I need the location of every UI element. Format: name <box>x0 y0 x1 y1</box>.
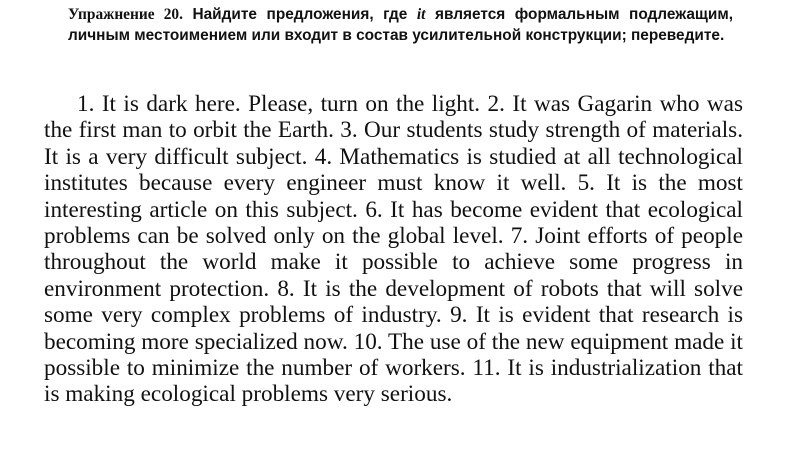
exercise-sentences: 1. It is dark here. Please, turn on the light. 2. It was Gagarin who was the first man to orbit the Earth. 3. Our students study strength of materials. It is a very difficult subject. 4. Mathematics is studied at all technological institutes because every engineer must know it well. 5. It is the most interesting article on this subject. 6. It has become evident that ecological problems can be solved only on the global level. 7. Joint efforts of people throughout the world make it possible to achieve some progress in environment protection. 8. It is the development of robots that will solve some very complex problems of industry. 9. It is evident that research is becoming more specialized now. 10. The use of the new equipment made it possible to minimize the number of workers. 11. It is industrialization that is making ecological problems very serious. <box>44 91 743 408</box>
instruction-text-before: Найдите предложения, где <box>182 6 417 23</box>
exercise-instruction <box>68 5 733 46</box>
instruction-emphasis: it <box>416 6 426 23</box>
instruction-text-after: является формальным подлежащим, личным местоимением или входит в состав усилительной конструкции; переведите. <box>68 6 733 44</box>
exercise-label: Упражнение 20. <box>68 6 183 23</box>
